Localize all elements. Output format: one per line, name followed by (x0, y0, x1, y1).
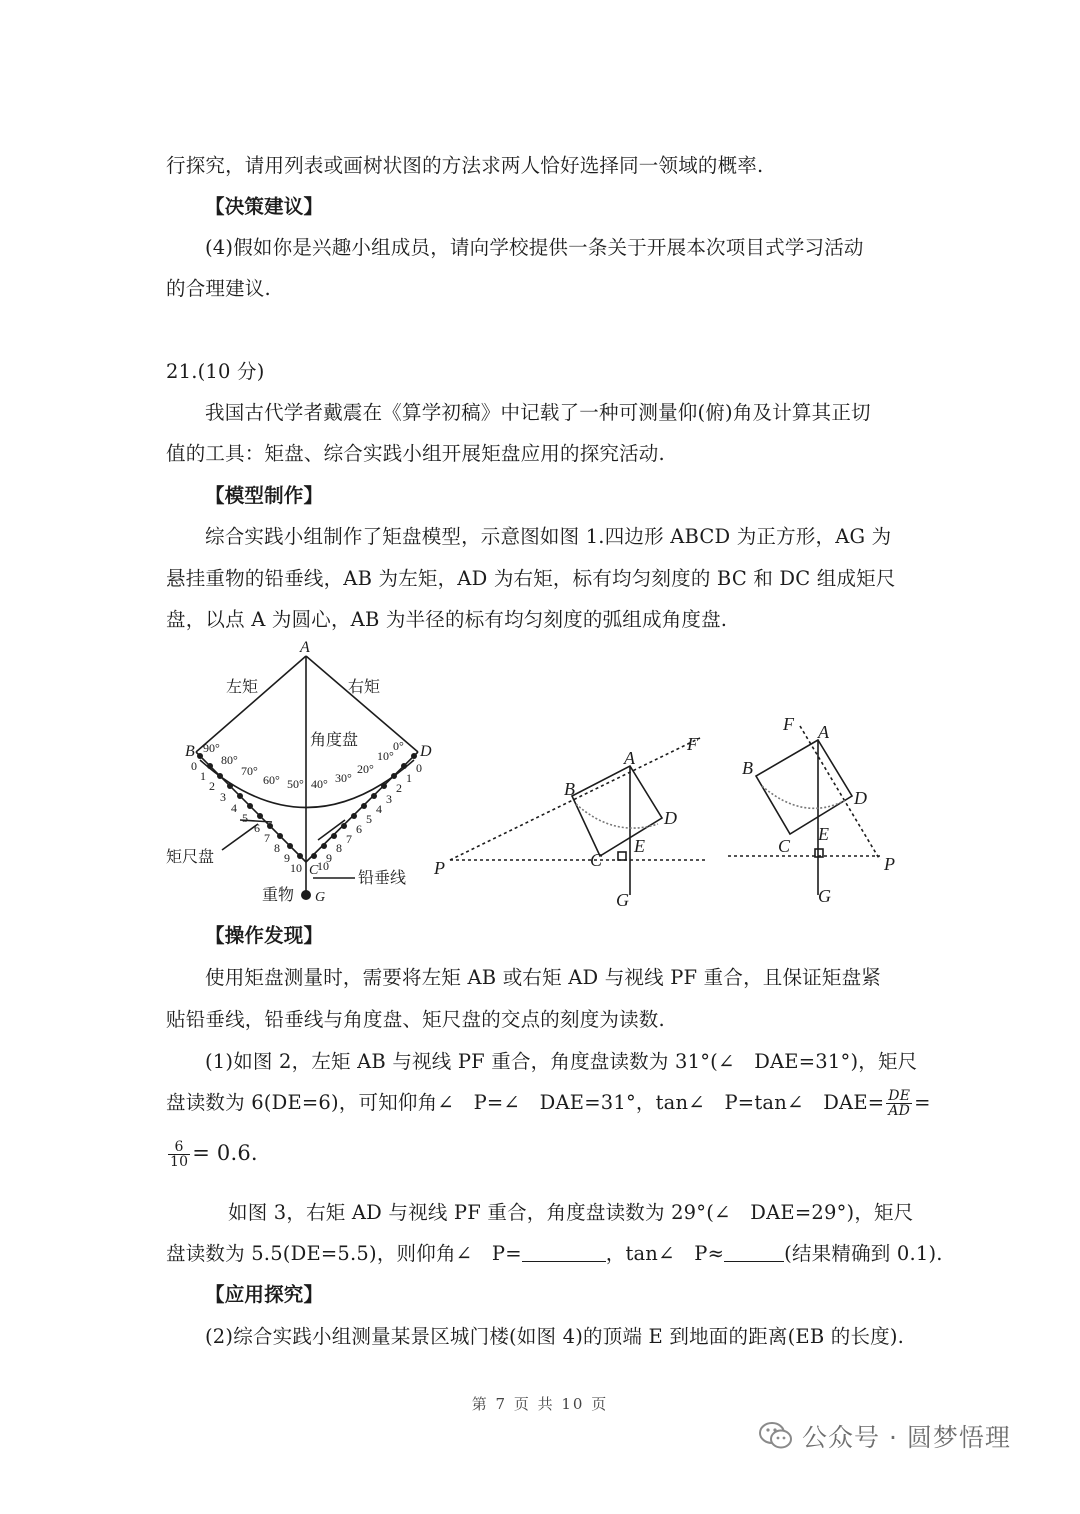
label-D: D (420, 743, 432, 760)
label-D: D (854, 788, 867, 808)
ruler-mark-right: 10 (317, 859, 329, 873)
ruler-mark-right: 3 (386, 792, 392, 806)
text-line: 我国古代学者戴震在《算学初稿》中记载了一种可测量仰(俯)角及计算其正切 (205, 401, 871, 424)
label-P: P (434, 858, 445, 878)
figures (0, 630, 1080, 915)
ruler-mark-right: 1 (406, 771, 412, 785)
text-line: 贴铅垂线，铅垂线与角度盘、矩尺盘的交点的刻度为读数. (166, 1008, 665, 1031)
text-line (166, 1238, 943, 1266)
angle-mark: 0° (393, 739, 404, 753)
ruler-mark-right: 0 (416, 761, 422, 775)
page-footer: 第 7 页 共 10 页 (471, 1395, 609, 1413)
label-B: B (564, 779, 575, 799)
label-F: F (687, 734, 698, 754)
ruler-mark-left: 3 (220, 790, 226, 804)
fraction-de-ad (886, 1089, 912, 1118)
question-number: 21.(10 分) (166, 360, 265, 383)
angle-mark: 30° (335, 771, 352, 785)
angle-mark: 10° (377, 749, 394, 763)
label-G: G (818, 886, 831, 906)
angle-mark: 60° (263, 773, 280, 787)
answer-blank[interactable] (724, 1243, 784, 1262)
angle-mark: 50° (287, 777, 304, 791)
angle-mark: 40° (311, 777, 328, 791)
label-A: A (624, 748, 635, 768)
ruler-mark-left: 10 (290, 861, 302, 875)
label-E: E (818, 824, 829, 844)
ruler-mark-right: 4 (376, 802, 382, 816)
text-span: (结果精确到 0.1). (784, 1242, 943, 1265)
text-line: 综合实践小组制作了矩盘模型，示意图如图 1.四边形 ABCD 为正方形，AG 为 (205, 525, 892, 548)
wechat-icon (758, 1420, 794, 1452)
ruler-dial-label: 矩尺盘 (166, 849, 215, 866)
watermark (758, 1413, 1011, 1459)
label-C: C (778, 836, 791, 856)
ruler-mark-left: 2 (209, 779, 215, 793)
text-span: ，tan∠ P≈ (605, 1242, 725, 1265)
angle-mark: 80° (221, 753, 238, 767)
text-line: (1)如图 2，左矩 AB 与视线 PF 重合，角度盘读数为 31°(∠ DAE=31°)，矩尺 (205, 1050, 918, 1073)
ruler-mark-left: 4 (231, 801, 237, 815)
ruler-mark-right: 9 (326, 851, 332, 865)
text-line (166, 1140, 258, 1169)
angle-mark: 70° (241, 764, 258, 778)
fraction-numerator: 6 (168, 1140, 190, 1155)
text-line: (2)综合实践小组测量某景区城门楼(如图 4)的顶端 E 到地面的距离(EB 的长度). (205, 1325, 905, 1348)
weight-label: 重物 (262, 887, 295, 904)
fraction-numerator: DE (888, 1088, 911, 1104)
text-line: 值的工具：矩盘、综合实践小组开展矩盘应用的探究活动. (166, 442, 665, 465)
angle-mark: 90° (203, 741, 220, 755)
label-A: A (818, 722, 829, 742)
ruler-mark-left: 0 (191, 759, 197, 773)
ruler-mark-left: 9 (284, 851, 290, 865)
ruler-mark-left: 6 (254, 821, 260, 835)
ruler-mark-left: 5 (242, 811, 248, 825)
text-line: 盘，以点 A 为圆心，AB 为半径的标有均匀刻度的弧组成角度盘. (166, 608, 728, 631)
plumb-line-label: 铅垂线 (358, 870, 407, 887)
figure-3 (728, 726, 880, 895)
ruler-mark-left: 8 (274, 841, 280, 855)
watermark-text: 公众号 · 圆梦悟理 (802, 1423, 1011, 1452)
text-span: 盘读数为 6(DE=6)，可知仰角∠ P=∠ DAE=31°，tan∠ P=tan∠ DAE= (166, 1091, 885, 1114)
text-line: 行探究，请用列表或画树状图的方法求两人恰好选择同一领域的概率. (166, 154, 764, 177)
weight-dot (301, 890, 311, 900)
text-span: = 0.6. (192, 1141, 258, 1165)
ruler-mark-left: 7 (264, 831, 270, 845)
ruler-mark-left: 1 (200, 769, 206, 783)
fraction-denominator: 10 (170, 1154, 189, 1170)
section-heading-decision: 【决策建议】 (205, 195, 324, 218)
label-B: B (185, 743, 195, 760)
label-C: C (590, 850, 603, 870)
text-line (166, 1087, 931, 1118)
label-B: B (742, 758, 753, 778)
left-arm-label: 左矩 (226, 679, 259, 696)
ruler-mark-right: 2 (396, 781, 402, 795)
label-F: F (783, 714, 794, 734)
ruler-mark-right: 5 (366, 812, 372, 826)
fraction-denominator: AD (888, 1103, 911, 1119)
text-line: (4)假如你是兴趣小组成员，请向学校提供一条关于开展本次项目式学习活动 (205, 236, 864, 259)
label-G: G (315, 890, 326, 905)
label-D: D (664, 808, 677, 828)
section-heading-application: 【应用探究】 (205, 1283, 324, 1306)
fraction-6-10 (168, 1140, 190, 1169)
label-A: A (300, 639, 310, 656)
text-span: 盘读数为 5.5(DE=5.5)，则仰角∠ P= (166, 1242, 522, 1265)
figure-2-labels (433, 734, 699, 910)
label-E: E (634, 836, 645, 856)
answer-blank[interactable] (522, 1243, 606, 1262)
text-line: 如图 3，右矩 AD 与视线 PF 重合，角度盘读数为 29°(∠ DAE=29°)，矩尺 (228, 1201, 914, 1224)
angle-dial-label: 角度盘 (310, 732, 359, 749)
text-line: 的合理建议. (166, 277, 271, 300)
right-arm-label: 右矩 (348, 679, 381, 696)
text-line: 悬挂重物的铅垂线，AB 为左矩，AD 为右矩，标有均匀刻度的 BC 和 DC 组成矩尺 (166, 567, 896, 590)
section-heading-operation: 【操作发现】 (205, 924, 324, 947)
angle-mark: 20° (357, 762, 374, 776)
ruler-mark-right: 6 (356, 822, 362, 836)
ruler-mark-right: 7 (346, 832, 352, 846)
figure-1-labels (166, 639, 432, 905)
label-G: G (616, 890, 629, 910)
text-line: 使用矩盘测量时，需要将左矩 AB 或右矩 AD 与视线 PF 重合，且保证矩盘紧 (205, 966, 881, 989)
text-span: = (914, 1091, 931, 1114)
label-C: C (309, 863, 319, 878)
ruler-mark-right: 8 (336, 841, 342, 855)
label-P: P (884, 854, 895, 874)
section-heading-model: 【模型制作】 (205, 484, 324, 507)
